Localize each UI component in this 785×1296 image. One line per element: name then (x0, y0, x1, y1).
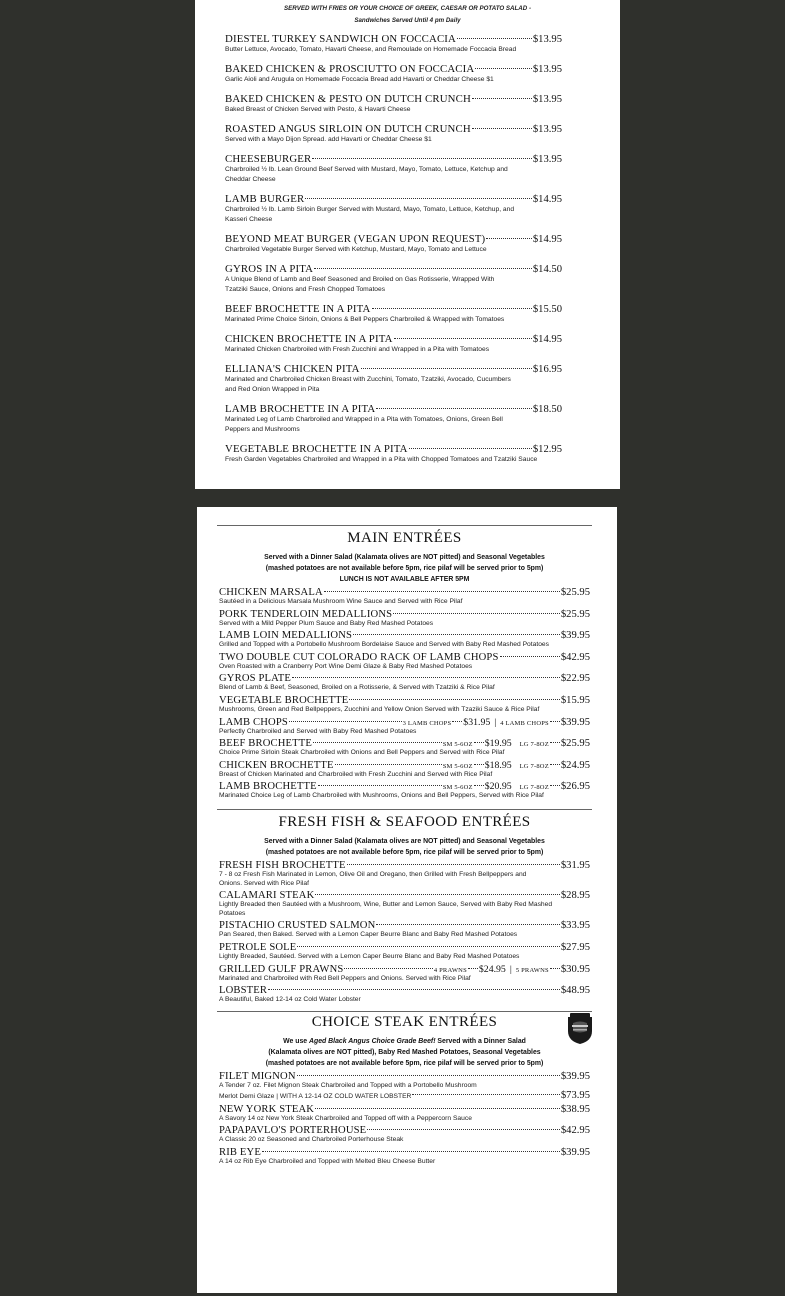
menu-item-name: PAPAPAVLO'S PORTERHOUSE (219, 1125, 367, 1137)
menu-item-row (225, 63, 562, 75)
menu-item-name: GRILLED GULF PRAWNS (219, 963, 344, 975)
main-entrees-note-line1: Served with a Dinner Salad (Kalamata olives are NOT pitted) and Seasonal Vegetables (264, 554, 545, 561)
leader-dots (457, 38, 532, 39)
menu-item-description: 7 - 8 oz Fresh Fish Marinated in Lemon, Olive Oil and Oregano, then Grilled with Fresh Bellpeppers and Onions. Served with Rice Pilaf (219, 870, 527, 887)
leader-dots (500, 656, 560, 657)
main-entrees-note (219, 552, 590, 585)
menu-item-row (219, 781, 590, 792)
leader-dots (474, 764, 484, 765)
menu-item (225, 153, 562, 193)
menu-item-row (219, 1071, 590, 1082)
menu-item-row (219, 1147, 590, 1158)
leader-dots (312, 158, 531, 159)
menu-item-row (219, 695, 590, 706)
menu-item-name: LAMB BROCHETTE IN A PITA (225, 403, 376, 415)
sandwich-note (195, 3, 620, 27)
menu-item-description: A Beautiful, Baked 12-14 oz Cold Water Lobster (219, 996, 361, 1004)
menu-item-description: Blend of Lamb & Beef, Seasoned, Broiled on a Rotisserie, & Served with Tzatziki & Rice Pilaf (219, 684, 495, 692)
steak-note-line1 (219, 1036, 590, 1047)
leader-dots (376, 408, 532, 409)
menu-item-row (219, 673, 590, 684)
menu-item-row (225, 93, 562, 105)
menu-item-name: RIB EYE (219, 1147, 261, 1159)
section-divider (217, 809, 592, 810)
leader-dots (550, 968, 560, 969)
menu-item-name: DIESTEL TURKEY SANDWICH ON FOCCACIA (225, 33, 456, 45)
menu-item-row (225, 263, 562, 275)
seafood-title: FRESH FISH & SEAFOOD ENTRÉES (278, 813, 531, 830)
menu-item (225, 123, 562, 153)
leader-dots (289, 721, 402, 722)
menu-item-description: A Classic 20 oz Seasoned and Charbroiled Porterhouse Steak (219, 1136, 404, 1144)
menu-item-name: NEW YORK STEAK (219, 1103, 315, 1115)
menu-item (219, 717, 590, 737)
leader-dots (550, 785, 560, 786)
menu-item-description: Charbroiled Vegetable Burger Served with Ketchup, Mustard, Mayo, Tomato and Lettuce (225, 246, 487, 253)
section-divider (217, 1011, 592, 1012)
menu-item (219, 964, 590, 984)
menu-item-name: ELLIANA'S CHICKEN PITA (225, 363, 360, 375)
leader-dots (347, 864, 560, 865)
certified-angus-beef-seal-icon (564, 1011, 596, 1045)
menu-item-row (219, 920, 590, 931)
menu-item-price: $31.95 (560, 859, 590, 871)
menu-item-description: Butter Lettuce, Avocado, Tomato, Havarti Cheese, and Remoulade on Homemade Foccacia Bread (225, 46, 517, 53)
menu-item-price: $28.95 (560, 890, 590, 902)
main-entrees-title: MAIN ENTRÉES (347, 530, 462, 546)
menu-item-price: $39.95 (560, 1147, 590, 1159)
option-1-label: SM 5-6OZ (442, 741, 473, 749)
option-separator: | (509, 963, 512, 975)
option-1-label: 3 LAMB CHOPS (402, 719, 452, 727)
menu-item-name: ROASTED ANGUS SIRLOIN ON DUTCH CRUNCH (225, 123, 471, 135)
menu-item-price: $27.95 (560, 941, 590, 953)
menu-item-description: Baked Breast of Chicken Served with Pesto, & Havarti Cheese (225, 106, 411, 113)
menu-item-row (225, 363, 562, 375)
menu-item-description: Served with a Mild Pepper Plum Sauce and Baby Red Mashed Potatoes (219, 619, 434, 627)
menu-item-name: PETROLE SOLE (219, 941, 297, 953)
menu-item-name: CHEESEBURGER (225, 153, 312, 165)
menu-item-row (225, 443, 562, 455)
menu-item-price: $25.95 (560, 738, 590, 750)
steak-note-suffix: Served with a Dinner Salad (435, 1037, 526, 1045)
menu-item-name: CHICKEN MARSALA (219, 587, 323, 598)
menu-item-name: VEGETABLE BROCHETTE (219, 694, 349, 706)
menu-item-row (219, 1125, 590, 1136)
menu-item (225, 363, 562, 403)
leader-dots (349, 699, 559, 700)
leader-dots (262, 1151, 560, 1152)
menu-item (225, 303, 562, 333)
sandwich-note-line1: SERVED WITH FRIES OR YOUR CHOICE OF GREEK, CAESAR OR POTATO SALAD - (283, 5, 532, 12)
menu-item-price: $25.95 (560, 587, 590, 598)
menu-item-row (219, 1104, 590, 1115)
menu-item-row (225, 233, 562, 245)
menu-item-name: LOBSTER (219, 985, 268, 997)
menu-item-description: Charbroiled ½ lb. Lean Ground Beef Served with Mustard, Mayo, Tomato, Lettuce, Ketchup and Cheddar Cheese (225, 166, 508, 183)
leader-dots (315, 1108, 560, 1109)
menu-item-addon: Merlot Demi Glaze | WITH A 12-14 OZ COLD WATER LOBSTER (219, 1093, 412, 1101)
size-options (403, 717, 549, 728)
size-options (443, 738, 549, 749)
menu-item-price: $13.95 (532, 154, 562, 165)
menu-item-row (219, 890, 590, 901)
menu-item-name: GYROS PLATE (219, 673, 291, 685)
menu-item-description: Sautéed in a Delicious Marsala Mushroom Wine Sauce and Served with Rice Pilaf (219, 598, 463, 605)
menu-item-name: BEEF BROCHETTE IN A PITA (225, 303, 371, 315)
menu-item (219, 920, 590, 940)
menu-item (225, 443, 562, 473)
menu-item-row (219, 985, 590, 996)
leader-dots (314, 268, 532, 269)
seafood-note-line1: Served with a Dinner Salad (Kalamata olives are NOT pitted) and Seasonal Vegetables (264, 837, 545, 845)
menu-item-description: Marinated Choice Leg of Lamb Charbroiled with Mushrooms, Onions and Bell Peppers, Served with Rice Pilaf (219, 792, 544, 800)
menu-item-name: CHICKEN BROCHETTE (219, 759, 334, 771)
menu-item-row (225, 403, 562, 415)
menu-item-description: Pan Seared, then Baked. Served with a Lemon Caper Beurre Blanc and Baby Red Mashed Potatoes (219, 931, 518, 939)
menu-item-row (219, 630, 590, 641)
leader-dots (393, 613, 560, 614)
leader-dots (318, 785, 442, 786)
menu-item-row (219, 860, 590, 871)
menu-item-row (225, 153, 562, 165)
menu-item (225, 403, 562, 443)
menu-item-row (219, 587, 590, 598)
leader-dots (472, 128, 532, 129)
menu-item-name: LAMB BROCHETTE (219, 781, 317, 793)
menu-item (225, 333, 562, 363)
option-2-label: 5 PRAWNS (515, 966, 549, 974)
menu-item (219, 985, 590, 1005)
steak-note-line2: (Kalamata olives are NOT pitted), Baby Red Mashed Potatoes, Seasonal Vegetables (268, 1048, 541, 1056)
menu-item-description: Fresh Garden Vegetables Charbroiled and Wrapped in a Pita with Chopped Tomatoes and Tzatziki Sauce (225, 456, 538, 463)
menu-item-name: LAMB BURGER (225, 193, 305, 205)
menu-item-row (219, 760, 590, 771)
leader-dots (475, 68, 532, 69)
menu-item-name: BEYOND MEAT BURGER (VEGAN UPON REQUEST) (225, 233, 486, 245)
menu-item-name: BAKED CHICKEN & PROSCIUTTO ON FOCCACIA (225, 63, 475, 75)
menu-item-name: LAMB LOIN MEDALLIONS (219, 630, 353, 642)
menu-item-price: $13.95 (532, 64, 562, 75)
seafood-note (219, 836, 590, 858)
leader-dots (353, 634, 560, 635)
steak-note-emphasis: Aged Black Angus Choice Grade Beef! (309, 1037, 436, 1045)
menu-item (225, 233, 562, 263)
steak-note-line3: (mashed potatoes are not available before 5pm, rice pilaf will be served prior to 5pm) (265, 1059, 544, 1067)
seafood-note-line2: (mashed potatoes are not available before 5pm, rice pilaf will be served prior to 5pm) (265, 848, 544, 856)
option-2-label: LG 7-8OZ (519, 741, 549, 749)
menu-item-description: Perfectly Charbroiled and Served with Baby Red Mashed Potatoes (219, 727, 417, 735)
leader-dots (550, 721, 560, 722)
leader-dots (472, 98, 532, 99)
menu-item-description: Served with a Mayo Dijon Spread. add Havarti or Cheddar Cheese $1 (225, 136, 432, 143)
menu-item-price: $16.95 (532, 364, 562, 375)
menu-item-row (225, 193, 562, 205)
menu-item-price: $39.95 (560, 630, 590, 642)
option-2-label: LG 7-8OZ (519, 762, 549, 770)
menu-item-description: Charbroiled ½ lb. Lamb Sirloin Burger Served with Mustard, Mayo, Tomato, Lettuce, Ketchup, and Kasseri Cheese (225, 206, 515, 223)
menu-item-description: Marinated and Charbroiled Chicken Breast with Zucchini, Tomato, Tzatziki, Avocado, Cucumbers and Red Onion Wrapped in Pita (225, 376, 511, 393)
entree-menu-page (197, 507, 617, 1293)
menu-item-description: Lightly Breaded then Sautéed with a Mushroom, Wine, Butter and Lemon Sauce, Served with Baby Red Mashed Potatoes (219, 901, 553, 917)
steak-note (219, 1036, 590, 1069)
option-1-price: $18.95 (484, 759, 512, 771)
menu-item-price: $15.95 (560, 694, 590, 706)
leader-dots (313, 742, 442, 743)
leader-dots (409, 448, 532, 449)
steak-list (219, 1071, 590, 1167)
menu-item-row (225, 333, 562, 345)
menu-item-description: Marinated Chicken Charbroiled with Fresh Zucchini and Wrapped in a Pita with Tomatoes (225, 346, 490, 353)
menu-item-description: Choice Prime Sirloin Steak Charbroiled with Onions and Bell Peppers and Served with Rice Pilaf (219, 749, 505, 757)
option-1-label: 4 PRAWNS (433, 966, 467, 974)
option-separator: | (494, 716, 497, 728)
menu-item (219, 1125, 590, 1145)
menu-item-description: Marinated Prime Choice Sirloin, Onions & Bell Peppers Charbroiled & Wrapped with Tomatoes (225, 316, 505, 323)
leader-dots (315, 894, 559, 895)
menu-item-price: $38.95 (560, 1103, 590, 1115)
option-1-price: $20.95 (484, 781, 512, 793)
menu-item-description: A Savory 14 oz New York Steak Charbroiled and Topped off with a Peppercorn Sauce (219, 1114, 472, 1122)
menu-item-price: $13.95 (532, 34, 562, 45)
option-1-price: $19.95 (484, 738, 512, 750)
leader-dots (367, 1129, 560, 1130)
option-1-label: SM 5-6OZ (442, 784, 473, 792)
menu-item (219, 860, 590, 888)
steak-note-prefix: We use (283, 1037, 310, 1045)
menu-item-description: Garlic Aioli and Arugula on Homemade Foccacia Bread add Havarti or Cheddar Cheese $1 (225, 76, 494, 83)
menu-item-price: $30.95 (560, 963, 590, 975)
menu-item (225, 193, 562, 233)
menu-item-row (219, 609, 590, 620)
menu-item-row (219, 652, 590, 663)
menu-item-description: Oven Roasted with a Cranberry Port Wine Demi Glaze & Baby Red Mashed Potatoes (219, 662, 473, 670)
menu-item (219, 1104, 590, 1124)
option-1-price: $24.95 (478, 963, 506, 975)
sandwich-menu-page (195, 0, 620, 489)
leader-dots (297, 1075, 560, 1076)
menu-item (225, 93, 562, 123)
menu-item-name: PORK TENDERLOIN MEDALLIONS (219, 608, 393, 620)
leader-dots (550, 742, 560, 743)
menu-item-price: $33.95 (560, 920, 590, 932)
menu-item-description: A Tender 7 oz. Filet Mignon Steak Charbroiled and Topped with a Portobello Mushroom (219, 1081, 477, 1089)
menu-item (219, 890, 590, 918)
seafood-list (219, 860, 590, 1005)
menu-item-name: LAMB CHOPS (219, 716, 288, 728)
menu-item-name: BEEF BROCHETTE (219, 738, 313, 750)
leader-dots (486, 238, 532, 239)
leader-dots (412, 1094, 559, 1095)
menu-item (219, 587, 590, 607)
leader-dots (324, 591, 560, 592)
menu-item-description: Grilled and Topped with a Portobello Mushroom Bordelaise Sauce and Served with Baby Red Mashed Potatoes (219, 641, 549, 649)
menu-item (219, 760, 590, 780)
menu-item (225, 33, 562, 63)
menu-item-price: $14.95 (532, 334, 562, 345)
menu-item-price: $39.95 (560, 1070, 590, 1082)
menu-item (219, 695, 590, 715)
menu-item-name: TWO DOUBLE CUT COLORADO RACK OF LAMB CHOPS (219, 651, 499, 663)
steak-title: CHOICE STEAK ENTRÉES (311, 1013, 498, 1030)
menu-item-description: Lightly Breaded, Sautéed. Served with a Lemon Caper Beurre Blanc and Baby Red Mashed Potatoes (219, 952, 520, 960)
menu-item-price: $42.95 (560, 1125, 590, 1137)
menu-item-description: Breast of Chicken Marinated and Charbroiled with Fresh Zucchini and Served with Rice Pilaf (219, 770, 493, 778)
menu-item-price: $25.95 (560, 608, 590, 620)
menu-item-row (219, 738, 590, 749)
menu-item (225, 263, 562, 303)
menu-item-name: FRESH FISH BROCHETTE (219, 859, 346, 871)
main-entrees-note-line3: LUNCH IS NOT AVAILABLE AFTER 5PM (339, 576, 470, 583)
option-1-price: $31.95 (463, 716, 491, 728)
menu-item-price: $13.95 (532, 124, 562, 135)
leader-dots (452, 721, 462, 722)
menu-item (219, 781, 590, 801)
menu-item-row (225, 33, 562, 45)
leader-dots (550, 764, 560, 765)
leader-dots (305, 198, 532, 199)
option-2-label: LG 7-8OZ (519, 784, 549, 792)
menu-item-row (219, 942, 590, 953)
sandwich-note-line2: Sandwiches Served Until 4 pm Daily (354, 17, 461, 24)
menu-item (219, 942, 590, 962)
menu-item-price: $48.95 (560, 985, 590, 997)
leader-dots (297, 946, 559, 947)
size-options (434, 964, 549, 975)
leader-dots (268, 989, 560, 990)
menu-item (219, 673, 590, 693)
menu-item-price: $14.50 (532, 264, 562, 275)
leader-dots (394, 338, 532, 339)
leader-dots (376, 924, 559, 925)
option-1-label: SM 5-6OZ (442, 762, 473, 770)
size-options (443, 781, 549, 792)
menu-item-price: $26.95 (560, 781, 590, 793)
main-entrees-note-line2: (mashed potatoes are not available before 5pm, rice pilaf will be served prior to 5pm) (265, 565, 544, 572)
menu-item-name: GYROS IN A PITA (225, 263, 314, 275)
menu-item-price: $24.95 (560, 759, 590, 771)
leader-dots (292, 677, 560, 678)
menu-item-price: $18.50 (532, 404, 562, 415)
leader-dots (468, 968, 478, 969)
menu-item (219, 738, 590, 758)
menu-item-name: BAKED CHICKEN & PESTO ON DUTCH CRUNCH (225, 93, 471, 105)
menu-item-price: $14.95 (532, 194, 562, 205)
menu-item-description: A Unique Blend of Lamb and Beef Seasoned and Broiled on Gas Rotisserie, Wrapped With Tzatziki Sauce, Onions and Fresh Chopped Tomatoes (225, 276, 495, 293)
menu-item-row (225, 303, 562, 315)
menu-item-name: CALAMARI STEAK (219, 890, 315, 902)
main-entrees-list (219, 587, 590, 801)
menu-item-description: Marinated Leg of Lamb Charbroiled and Wrapped in a Pita with Tomatoes, Onions, Green Bell Peppers and Mushrooms (225, 416, 503, 433)
menu-item-price: $42.95 (560, 651, 590, 663)
menu-item-description: Marinated and Charbroiled with Red Bell Peppers and Onions. Served with Rice Pilaf (219, 974, 471, 982)
menu-item-price: $12.95 (532, 444, 562, 455)
leader-dots (474, 742, 484, 743)
menu-item-row (225, 123, 562, 135)
size-options (443, 760, 549, 771)
menu-item-name: FILET MIGNON (219, 1070, 296, 1082)
menu-item-addon-price: $73.95 (560, 1090, 590, 1102)
menu-item-price: $22.95 (560, 673, 590, 685)
leader-dots (344, 968, 432, 969)
menu-item-price: $14.95 (532, 234, 562, 245)
sandwich-list (225, 33, 562, 473)
section-divider (217, 525, 592, 526)
menu-item (219, 1071, 590, 1102)
menu-item-row (219, 964, 590, 975)
menu-item (219, 652, 590, 672)
menu-item (225, 63, 562, 93)
option-2-label: 4 LAMB CHOPS (500, 719, 549, 727)
menu-item (219, 1147, 590, 1167)
leader-dots (335, 764, 442, 765)
menu-item-name: CHICKEN BROCHETTE IN A PITA (225, 333, 393, 345)
menu-item-addon-row (219, 1090, 590, 1102)
leader-dots (474, 785, 484, 786)
menu-item-name: PISTACHIO CRUSTED SALMON (219, 920, 376, 932)
menu-item-description: A 14 oz Rib Eye Charbroiled and Topped with Melted Bleu Cheese Butter (219, 1158, 436, 1166)
menu-item-price: $39.95 (560, 716, 590, 728)
leader-dots (372, 308, 532, 309)
menu-item-row (219, 717, 590, 728)
menu-item-price: $15.50 (532, 304, 562, 315)
menu-item-name: VEGETABLE BROCHETTE IN A PITA (225, 443, 408, 455)
leader-dots (361, 368, 532, 369)
menu-item (219, 630, 590, 650)
menu-item-description: Mushrooms, Green and Red Bellpeppers, Zucchini and Yellow Onion Served with Tzaziki Sauce & Rice Pilaf (219, 705, 540, 713)
menu-item (219, 609, 590, 629)
menu-item-price: $13.95 (532, 94, 562, 105)
